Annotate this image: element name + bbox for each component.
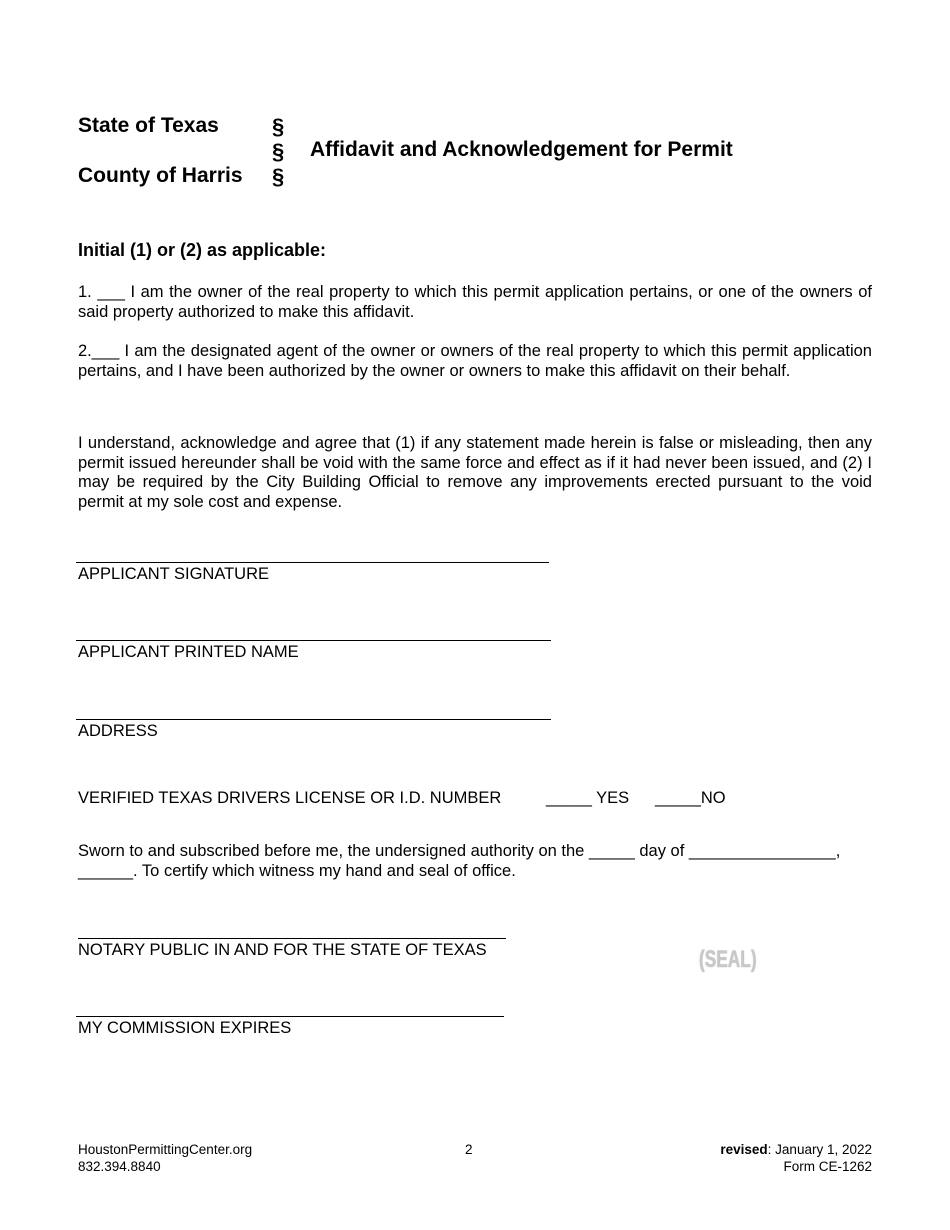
option-1-owner: 1. ___ I am the owner of the real property to which this permit application pertains, or one of the owners of said property authorized to make this affidavit. xyxy=(78,283,872,321)
section-symbol: § xyxy=(272,139,285,164)
revised-label: revised xyxy=(720,1142,768,1157)
applicant-signature-label: APPLICANT SIGNATURE xyxy=(78,565,270,583)
footer-phone: 832.394.8840 xyxy=(78,1159,161,1174)
address-line[interactable] xyxy=(76,719,551,720)
county-label: County of Harris xyxy=(78,164,243,187)
applicant-printed-name-label: APPLICANT PRINTED NAME xyxy=(78,643,299,661)
signature-line[interactable] xyxy=(76,562,549,563)
address-label: ADDRESS xyxy=(78,722,158,740)
footer-revised xyxy=(720,1141,872,1158)
option-2-agent: 2.___ I am the designated agent of the owner or owners of the real property to which this permit application pertains, and I have been authorized by the owner or owners to make this affidavit on their behalf. xyxy=(78,342,872,380)
instructions-heading: Initial (1) or (2) as applicable: xyxy=(78,240,327,260)
commission-expires-label: MY COMMISSION EXPIRES xyxy=(78,1019,292,1037)
notary-public-label: NOTARY PUBLIC IN AND FOR THE STATE OF TEXAS xyxy=(78,941,487,959)
seal-mark: (SEAL) xyxy=(699,946,757,973)
page-number: 2 xyxy=(465,1142,473,1157)
section-symbol: § xyxy=(272,164,285,189)
license-no-option[interactable]: _____NO xyxy=(655,789,726,807)
footer-website: HoustonPermittingCenter.org xyxy=(78,1142,253,1157)
drivers-license-label: VERIFIED TEXAS DRIVERS LICENSE OR I.D. NUMBER xyxy=(78,789,502,807)
revised-date: : January 1, 2022 xyxy=(767,1142,872,1157)
state-label: State of Texas xyxy=(78,114,219,137)
printed-name-line[interactable] xyxy=(76,640,551,641)
section-symbol: § xyxy=(272,114,285,139)
acknowledgement-paragraph: I understand, acknowledge and agree that (1) if any statement made herein is false or misleading, then any permit issued hereunder shall be void with the same force and effect as if it had never been issued, and (2) I may be required by the City Building Official to remove any improvements erected pursuant to the void permit at my sole cost and expense. xyxy=(78,434,872,511)
document-title: Affidavit and Acknowledgement for Permit xyxy=(310,138,733,161)
sworn-statement: Sworn to and subscribed before me, the undersigned authority on the _____ day of ________________, ______. To certify which witness my hand and seal of office. xyxy=(78,842,841,880)
notary-signature-line[interactable] xyxy=(78,938,506,939)
form-number: Form CE-1262 xyxy=(783,1159,872,1174)
commission-expires-line[interactable] xyxy=(76,1016,504,1017)
license-yes-option[interactable]: _____ YES xyxy=(546,789,630,807)
